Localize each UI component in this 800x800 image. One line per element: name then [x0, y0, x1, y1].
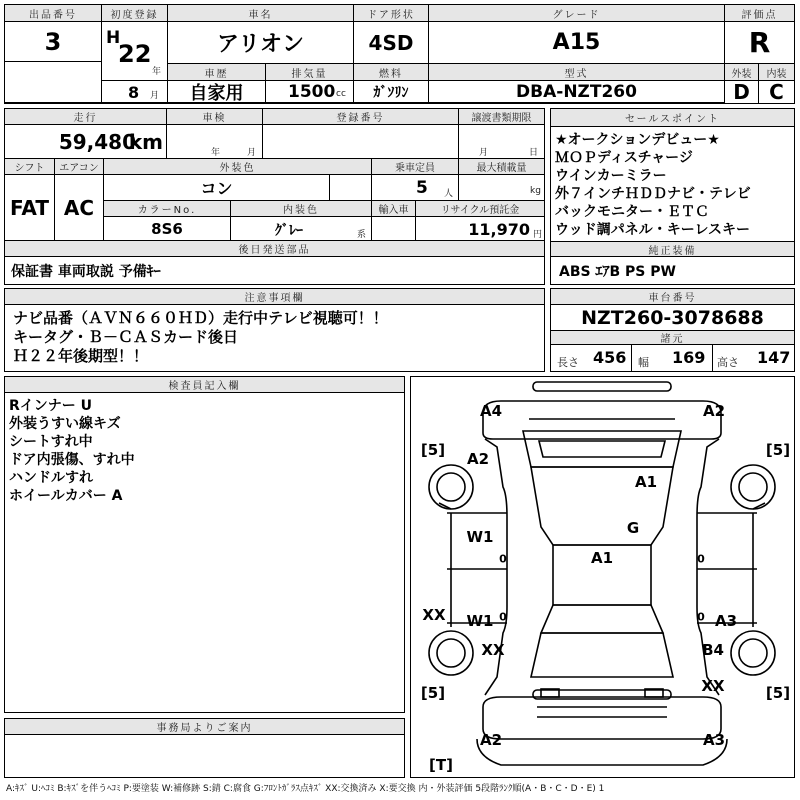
transfer-month-unit: 月: [479, 148, 489, 158]
damage-mark: A3: [714, 612, 738, 630]
tire-front-left: [5]: [420, 441, 446, 459]
chassis-label: 車台番号: [551, 289, 794, 305]
damage-mark: G: [626, 519, 640, 537]
zero-mark: 0: [697, 552, 705, 566]
notes-panel: [4, 288, 545, 372]
plate-label: 登録番号: [263, 109, 459, 125]
recycle-label: リサイクル預託金: [416, 201, 544, 217]
sales-point-line: ★オークションデビュー★: [555, 132, 720, 148]
damage-mark: A1: [590, 549, 614, 567]
damage-mark: W1: [466, 528, 494, 546]
max-load-unit: kg: [530, 186, 541, 196]
seats-label: 乗車定員: [372, 159, 459, 175]
fuel-value: ｶﾞｿﾘﾝ: [354, 81, 429, 103]
month-unit: 月: [150, 91, 160, 101]
vehicle-header-table: [4, 4, 795, 104]
notes-label: 注意事項欄: [5, 289, 544, 305]
damage-mark: A2: [702, 402, 726, 420]
history-label: 車歴: [168, 64, 266, 81]
max-load-label: 最大積載量: [459, 159, 544, 175]
sales-point-line: ウインカーミラー: [555, 168, 667, 184]
later-parts-label: 後日発送部品: [5, 241, 544, 257]
length-value: 456: [593, 348, 627, 367]
displacement-cell: [266, 81, 354, 103]
year-value: 22: [118, 40, 152, 68]
height-value: 147: [757, 348, 791, 367]
exterior-grade: D: [725, 81, 759, 103]
damage-mark: XX: [481, 641, 505, 659]
seats-cell: [372, 175, 459, 201]
month-value: 8: [128, 83, 140, 102]
year-unit: 年: [152, 67, 162, 77]
transfer-cell: [459, 125, 544, 159]
damage-mark: B4: [702, 641, 724, 659]
zero-mark: 0: [499, 552, 507, 566]
vehicle-detail-table: [4, 108, 545, 285]
first-reg-label: 初度登録: [102, 5, 168, 22]
later-parts-value: 保証書 車両取説 予備ｷｰ: [11, 263, 161, 280]
sales-point-line: 外７インチＨＤＤナビ・テレビ: [555, 186, 751, 202]
note-line: Ｈ２２年後期型！！: [13, 347, 149, 365]
mileage-value: 59,480: [58, 130, 136, 154]
tire-front-right: [5]: [765, 441, 791, 459]
damage-diagram: [410, 376, 795, 778]
grade-label: グレード: [429, 5, 725, 22]
sales-points-lines: [555, 131, 751, 239]
displacement-unit: cc: [336, 89, 346, 99]
color-no-label: カラーNo.: [104, 201, 231, 217]
damage-mark: XX: [701, 677, 725, 695]
model-label: 型式: [429, 64, 725, 81]
shift-label: シフト: [5, 159, 55, 175]
lot-label: 出品番号: [5, 5, 102, 22]
height-cell: [713, 345, 794, 371]
mileage-cell: [5, 125, 167, 159]
door-value: 4SD: [354, 22, 429, 64]
ac-label: エアコン: [55, 159, 104, 175]
sales-points-label: セールスポイント: [551, 109, 794, 127]
lot-blank: [5, 62, 102, 103]
note-line: キータグ・Ｂ－ＣＡＳカード後日: [13, 328, 239, 346]
tire-rear-right: [5]: [765, 684, 791, 702]
inspector-line: ドア内張傷、すれ中: [9, 452, 135, 468]
sales-points-panel: [550, 108, 795, 285]
history-value: 自家用: [168, 81, 266, 103]
displacement-label: 排気量: [266, 64, 354, 81]
zero-mark: 0: [499, 610, 507, 624]
interior-color-cell: [231, 217, 372, 241]
damage-mark: A2: [479, 731, 503, 749]
interior-grade: C: [769, 81, 784, 103]
exterior-color-extra: [330, 175, 372, 201]
inspector-line: 外装うすい線キズ: [9, 416, 121, 432]
ac-value: AC: [55, 175, 104, 241]
sales-point-line: ウッド調パネル・キーレスキー: [555, 222, 751, 238]
chassis-panel: [550, 288, 795, 372]
import-cell: [372, 217, 416, 241]
transfer-day-unit: 日: [529, 148, 539, 158]
damage-mark: XX: [422, 606, 446, 624]
sales-point-line: ＭＯＰディスチャージ: [555, 150, 693, 166]
damage-mark: A3: [702, 731, 726, 749]
shift-value: FAT: [5, 175, 55, 241]
inspection-cell: [167, 125, 263, 159]
width-cell: [632, 345, 713, 371]
interior-label: 内装: [759, 64, 794, 81]
model-value: DBA-NZT260: [429, 81, 725, 103]
car-name: アリオン: [168, 22, 354, 64]
lot-number: 3: [5, 22, 102, 62]
chassis-number: NZT260-3078688: [551, 305, 794, 331]
exterior-label: 外装: [725, 64, 759, 81]
office-label: 事務局よりご案内: [5, 719, 404, 735]
color-no-value: 8S6: [104, 217, 231, 241]
inspector-lines: [9, 397, 135, 505]
displacement-value: 1500: [288, 82, 336, 102]
length-cell: [551, 345, 632, 371]
inspector-line: ホイールカバー A: [9, 488, 123, 504]
office-panel: [4, 718, 405, 778]
inspector-line: Rインナー U: [9, 398, 93, 414]
first-reg-month-cell: [102, 81, 168, 103]
door-label: ドア形状: [354, 5, 429, 22]
max-load-cell: [459, 175, 544, 201]
sales-point-line: バックモニター・ＥＴＣ: [555, 204, 709, 220]
damage-mark: A1: [634, 473, 658, 491]
equipment-label: 純正装備: [551, 241, 794, 257]
tire-rear-left: [5]: [420, 684, 446, 702]
mileage-label: 走行: [5, 109, 167, 125]
height-label: 高さ: [717, 356, 739, 369]
length-label: 長さ: [557, 356, 579, 369]
era-value: H: [106, 28, 121, 48]
interior-color-unit: 系: [357, 230, 367, 240]
damage-legend: A:ｷｽﾞ U:ﾍｺﾐ B:ｷｽﾞを伴うﾍｺﾐ P:要塗装 W:補修跡 S:錆 C:腐食 G:ﾌﾛﾝﾄｶﾞﾗｽ点ｷｽﾞ XX:交換済み X:要交換 内・外装評価 5段階ﾗﾝｸ順(A・B・C・D・E) 1: [6, 784, 605, 794]
seats-value: 5: [416, 178, 428, 198]
recycle-cell: [416, 217, 544, 241]
interior-color-value: ｸﾞﾚｰ: [275, 223, 303, 239]
recycle-value: 11,970: [468, 220, 530, 239]
first-reg-year-cell: [102, 22, 168, 81]
note-line: ナビ品番（ＡＶＮ６６０ＨＤ）走行中テレビ視聴可！！: [13, 309, 388, 327]
inspector-panel: [4, 376, 405, 713]
exterior-color-value: コン: [104, 175, 330, 201]
recycle-unit: 円: [532, 230, 542, 240]
inspection-label: 車検: [167, 109, 263, 125]
damage-mark: A2: [466, 450, 490, 468]
inspection-year-unit: 年: [211, 148, 221, 158]
grade-value: A15: [429, 22, 725, 64]
plate-cell: [263, 125, 459, 159]
inspector-line: シートすれ中: [9, 434, 93, 450]
car-name-label: 車名: [168, 5, 354, 22]
spare-tire: [T]: [429, 756, 453, 774]
transfer-label: 譲渡書類期限: [459, 109, 544, 125]
interior-color-label: 内装色: [231, 201, 372, 217]
inspector-label: 検査員記入欄: [5, 377, 404, 393]
exterior-color-label: 外装色: [104, 159, 372, 175]
specs-label: 諸元: [551, 331, 794, 345]
equipment-value: ABS ｴｱB PS PW: [559, 263, 676, 280]
mileage-unit: km: [128, 130, 163, 154]
inspection-month-unit: 月: [247, 148, 257, 158]
zero-mark: 0: [697, 610, 705, 624]
width-label: 幅: [638, 356, 649, 369]
import-label: 輸入車: [372, 201, 416, 217]
seats-unit: 人: [444, 189, 454, 199]
car-outline-icon: [411, 377, 794, 777]
score-label: 評価点: [725, 5, 794, 22]
inspector-line: ハンドルすれ: [9, 470, 93, 486]
damage-mark: A4: [479, 402, 503, 420]
score-value: R: [725, 22, 794, 64]
damage-mark: W1: [466, 612, 494, 630]
notes-lines: [13, 309, 388, 366]
fuel-label: 燃料: [354, 64, 429, 81]
width-value: 169: [672, 348, 706, 367]
